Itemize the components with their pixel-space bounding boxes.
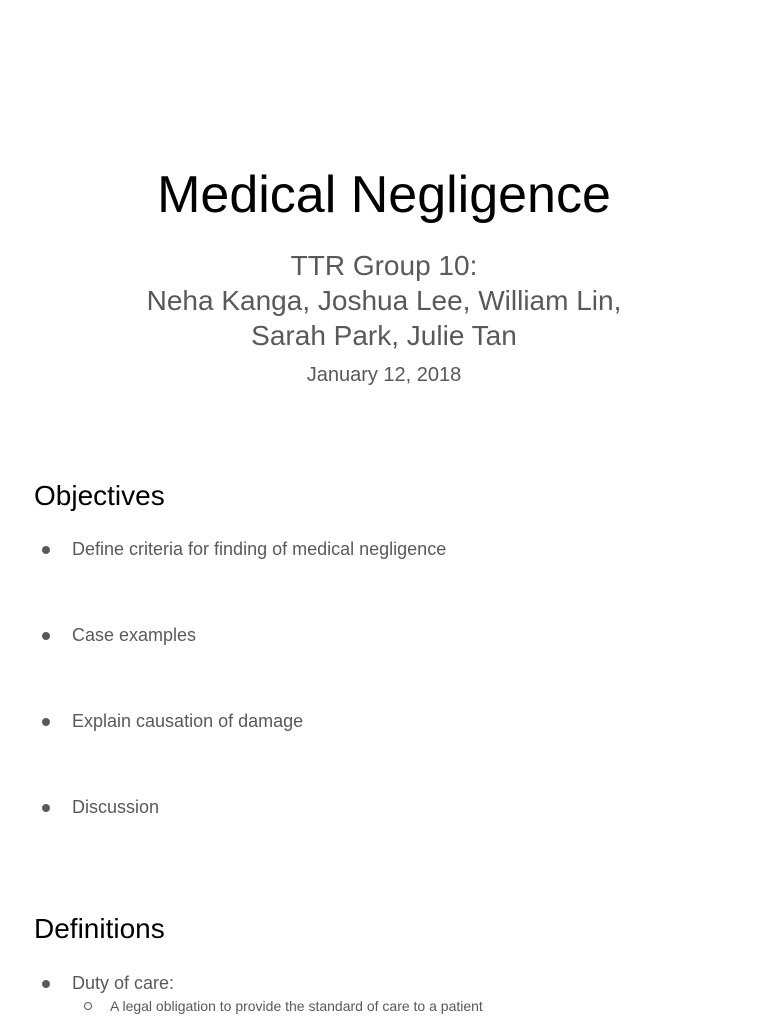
subtitle-line-authors-2: Sarah Park, Julie Tan: [251, 320, 517, 351]
definition-sub-item: [0, 996, 768, 1016]
bullet-dot-icon: [42, 546, 50, 554]
subtitle-line-group: TTR Group 10:: [290, 250, 478, 281]
definitions-heading: Definitions: [34, 913, 165, 944]
objective-item: [0, 622, 768, 648]
presentation-title: Medical Negligence: [157, 166, 611, 224]
objectives-heading: Objectives: [34, 480, 165, 511]
objective-item: [0, 794, 768, 820]
definitions-slide: [0, 864, 768, 1024]
definition-term: Duty of care:: [72, 973, 175, 993]
definition-description: A legal obligation to provide the standard of care to a patient: [110, 998, 483, 1014]
objective-text: Explain causation of damage: [72, 711, 304, 731]
bullet-dot-icon: [42, 718, 50, 726]
bullet-dot-icon: [42, 980, 50, 988]
presentation-date: January 12, 2018: [306, 364, 462, 386]
objective-text: Define criteria for finding of medical negligence: [72, 539, 447, 559]
bullet-dot-icon: [42, 632, 50, 640]
objective-item: [0, 708, 768, 734]
objectives-slide: [0, 432, 768, 864]
objective-text: Discussion: [72, 797, 160, 817]
title-slide: [0, 0, 768, 432]
hollow-circle-bullet-icon: [84, 1002, 92, 1010]
definition-item: [0, 970, 768, 996]
objective-item: [0, 536, 768, 562]
presentation-subtitle: [0, 248, 768, 353]
bullet-dot-icon: [42, 804, 50, 812]
objective-text: Case examples: [72, 625, 197, 645]
subtitle-line-authors-1: Neha Kanga, Joshua Lee, William Lin,: [146, 285, 622, 316]
